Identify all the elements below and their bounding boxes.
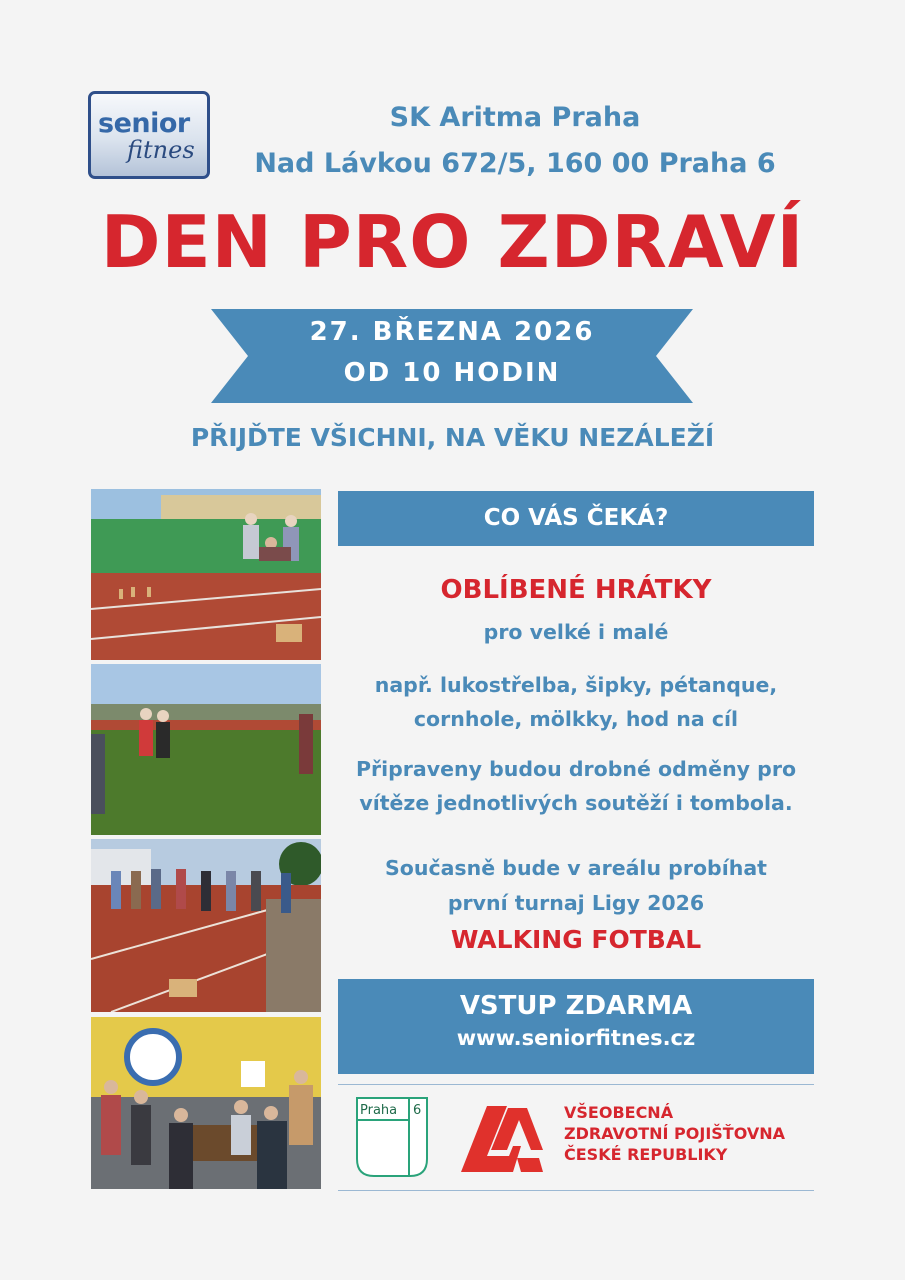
senior-fitnes-logo — [88, 91, 210, 179]
games-examples-line-2: cornhole, mölkky, hod na cíl — [413, 707, 739, 731]
sports-activities-photo-3 — [91, 839, 321, 1012]
walking-football: WALKING FOTBAL — [450, 925, 702, 954]
logo-text-bottom: fitnes — [127, 136, 195, 164]
club-address: Nad Lávkou 672/5, 160 00 Praha 6 — [254, 148, 776, 179]
sports-activities-photo-1 — [91, 489, 321, 660]
praha6-word: Praha — [360, 1103, 398, 1118]
praha6-number: 6 — [413, 1103, 422, 1118]
games-examples-line-1: např. lukostřelba, šipky, pétanque, — [374, 673, 778, 697]
games-title: OBLÍBENÉ HRÁTKY — [440, 575, 712, 605]
divider-top — [338, 1084, 814, 1085]
vzp-line-1: VŠEOBECNÁ — [564, 1103, 674, 1122]
motto: PŘIJĎTE VŠICHNI, NA VĚKU NEZÁLEŽÍ — [190, 423, 715, 452]
vzp-name — [564, 1102, 785, 1165]
prizes-line-1: Připraveny budou drobné odměny pro — [355, 757, 797, 781]
website-link[interactable]: www.seniorfitnes.cz — [456, 1026, 696, 1050]
divider-bottom — [338, 1190, 814, 1191]
event-date: 27. BŘEZNA 2026 — [309, 317, 595, 347]
vzp-logo-icon — [461, 1106, 543, 1172]
program-heading: CO VÁS ČEKÁ? — [338, 491, 814, 546]
free-entry-label: VSTUP ZDARMA — [459, 991, 693, 1021]
club-info — [230, 95, 800, 187]
sports-activities-photo-2 — [91, 664, 321, 835]
league-line-2: první turnaj Ligy 2026 — [447, 891, 705, 915]
sports-activities-photo-4 — [91, 1017, 321, 1189]
league-line-1: Současně bude v areálu probíhat — [385, 856, 767, 880]
logo-text-top: senior — [98, 108, 190, 139]
praha6-logo — [356, 1097, 428, 1177]
event-title: DEN PRO ZDRAVÍ — [100, 200, 805, 284]
games-subtitle: pro velké i malé — [483, 620, 669, 644]
ribbon-text — [211, 312, 693, 394]
event-time: OD 10 HODIN — [343, 358, 561, 388]
vzp-line-2: ZDRAVOTNÍ POJIŠŤOVNA — [564, 1124, 786, 1143]
entry-box — [338, 979, 814, 1074]
club-name: SK Aritma Praha — [389, 102, 641, 133]
prizes-line-2: vítěze jednotlivých soutěží i tombola. — [359, 791, 793, 815]
vzp-line-3: ČESKÉ REPUBLIKY — [564, 1145, 728, 1164]
